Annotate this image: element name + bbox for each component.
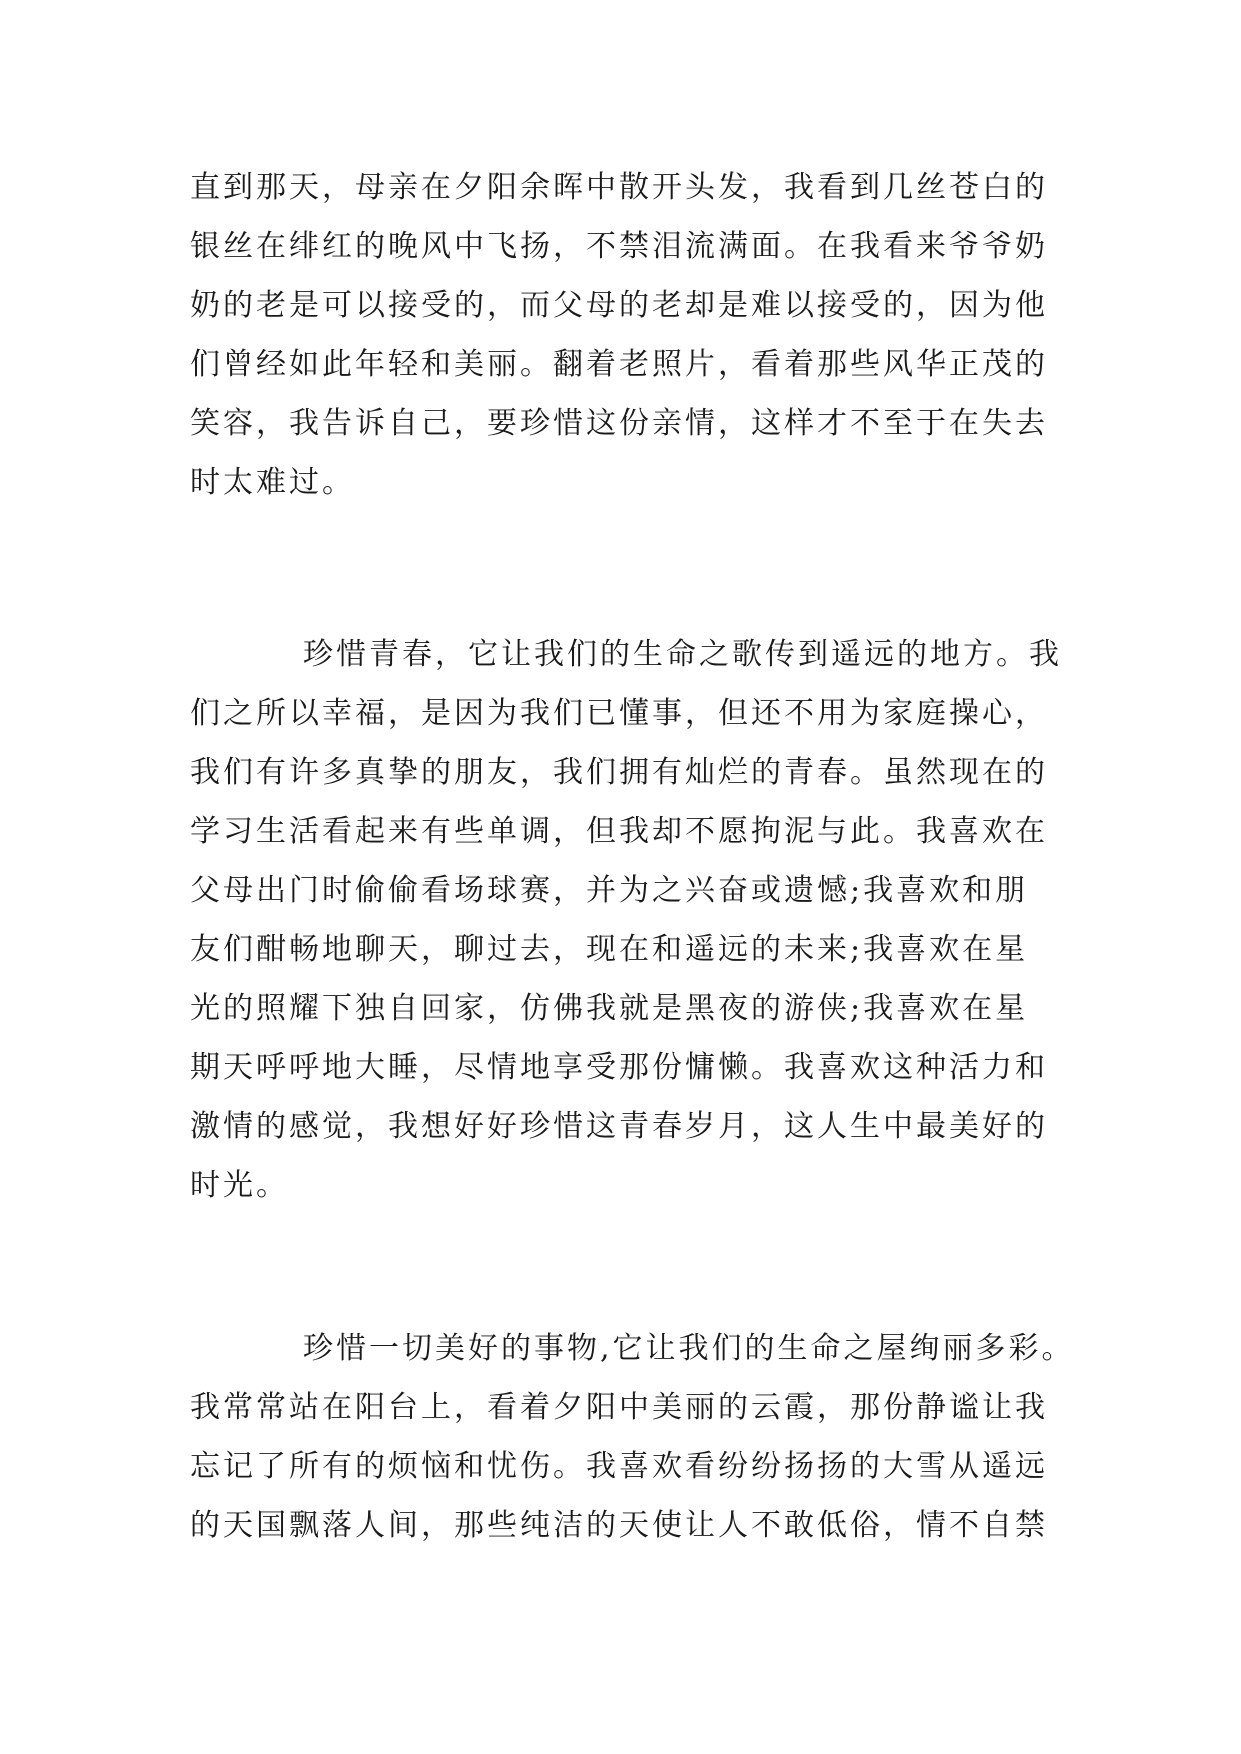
paragraph-line: 时太难过。 — [190, 465, 355, 500]
paragraph-line: 激情的感觉，我想好好珍惜这青春岁月，这人生中最美好的 — [190, 1109, 1048, 1144]
paragraph-line: 父母出门时偷偷看场球赛，并为之兴奋或遗憾;我喜欢和朋 — [190, 873, 1029, 908]
paragraph-line: 时光。 — [190, 1168, 289, 1203]
paragraph-line: 银丝在绯红的晚风中飞扬，不禁泪流满面。在我看来爷爷奶 — [190, 229, 1048, 264]
paragraph-line: 忘记了所有的烦恼和忧伤。我喜欢看纷纷扬扬的大雪从遥远 — [190, 1449, 1048, 1484]
paragraph-line: 光的照耀下独自回家，仿佛我就是黑夜的游侠;我喜欢在星 — [190, 991, 1029, 1026]
paragraph-first-line: 珍惜一切美好的事物,它让我们的生命之屋绚丽多彩。 — [303, 1331, 1075, 1366]
paragraph-line: 奶的老是可以接受的，而父母的老却是难以接受的，因为他 — [190, 288, 1048, 323]
paragraph-first-line: 珍惜青春，它让我们的生命之歌传到遥远的地方。我 — [303, 637, 1062, 672]
paragraph-line: 学习生活看起来有些单调，但我却不愿拘泥与此。我喜欢在 — [190, 814, 1048, 849]
paragraph-beautiful-things — [190, 1319, 1075, 1555]
paragraph-line: 们曾经如此年轻和美丽。翻着老照片，看着那些风华正茂的 — [190, 347, 1048, 382]
paragraph-line: 友们酣畅地聊天，聊过去，现在和遥远的未来;我喜欢在星 — [190, 932, 1029, 967]
paragraph-line: 我们有许多真挚的朋友，我们拥有灿烂的青春。虽然现在的 — [190, 755, 1048, 790]
paragraph-line: 们之所以幸福，是因为我们已懂事，但还不用为家庭操心， — [190, 696, 1048, 731]
paragraph-line: 期天呼呼地大睡，尽情地享受那份慵懒。我喜欢这种活力和 — [190, 1050, 1048, 1085]
paragraph-youth — [190, 625, 1070, 1215]
paragraph-line: 我常常站在阳台上，看着夕阳中美丽的云霞，那份静谧让我 — [190, 1390, 1048, 1425]
paragraph-family-affection — [190, 158, 1070, 512]
paragraph-line: 笑容，我告诉自己，要珍惜这份亲情，这样才不至于在失去 — [190, 406, 1048, 441]
paragraph-line: 的天国飘落人间，那些纯洁的天使让人不敢低俗，情不自禁 — [190, 1508, 1048, 1543]
paragraph-line: 直到那天，母亲在夕阳余晖中散开头发，我看到几丝苍白的 — [190, 170, 1048, 205]
